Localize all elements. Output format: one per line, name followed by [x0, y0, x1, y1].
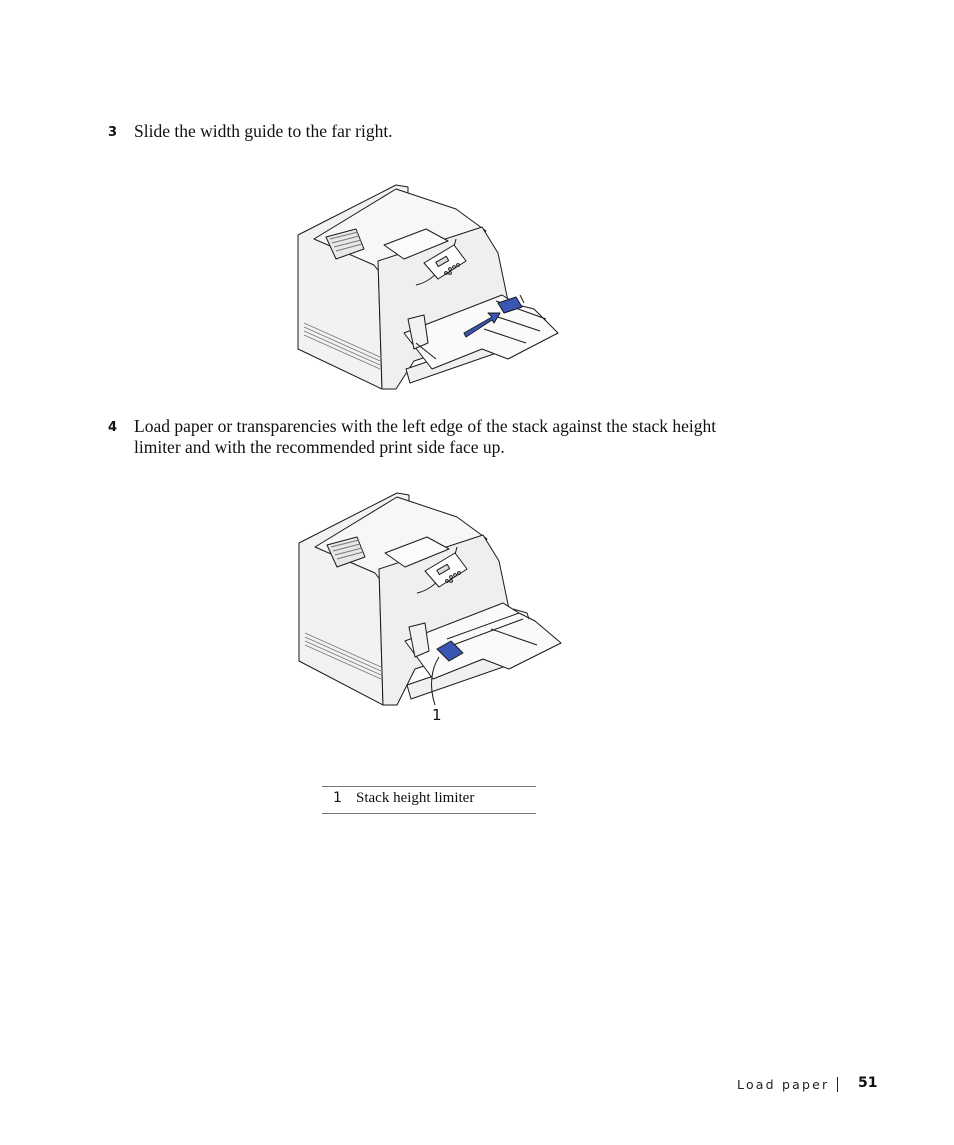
printer-illustration-stack-height-limiter — [297, 491, 563, 709]
step-number: 4 — [108, 420, 118, 435]
legend-label: Stack height limiter — [356, 790, 475, 806]
printer-illustration-width-guide — [296, 183, 562, 399]
step-text: Slide the width guide to the far right. — [134, 121, 393, 141]
footer-divider — [837, 1077, 838, 1092]
legend-table — [322, 786, 536, 814]
footer-section-title: Load paper — [737, 1077, 830, 1092]
step-text-line-1: Load paper or transparencies with the left edge of the stack against the stack height — [134, 416, 717, 436]
page-number: 51 — [858, 1075, 878, 1091]
legend-number: 1 — [333, 790, 342, 806]
step-number: 3 — [108, 125, 118, 140]
step-text-line-2: limiter and with the recommended print side face up. — [134, 437, 505, 457]
callout-number: 1 — [432, 706, 442, 724]
